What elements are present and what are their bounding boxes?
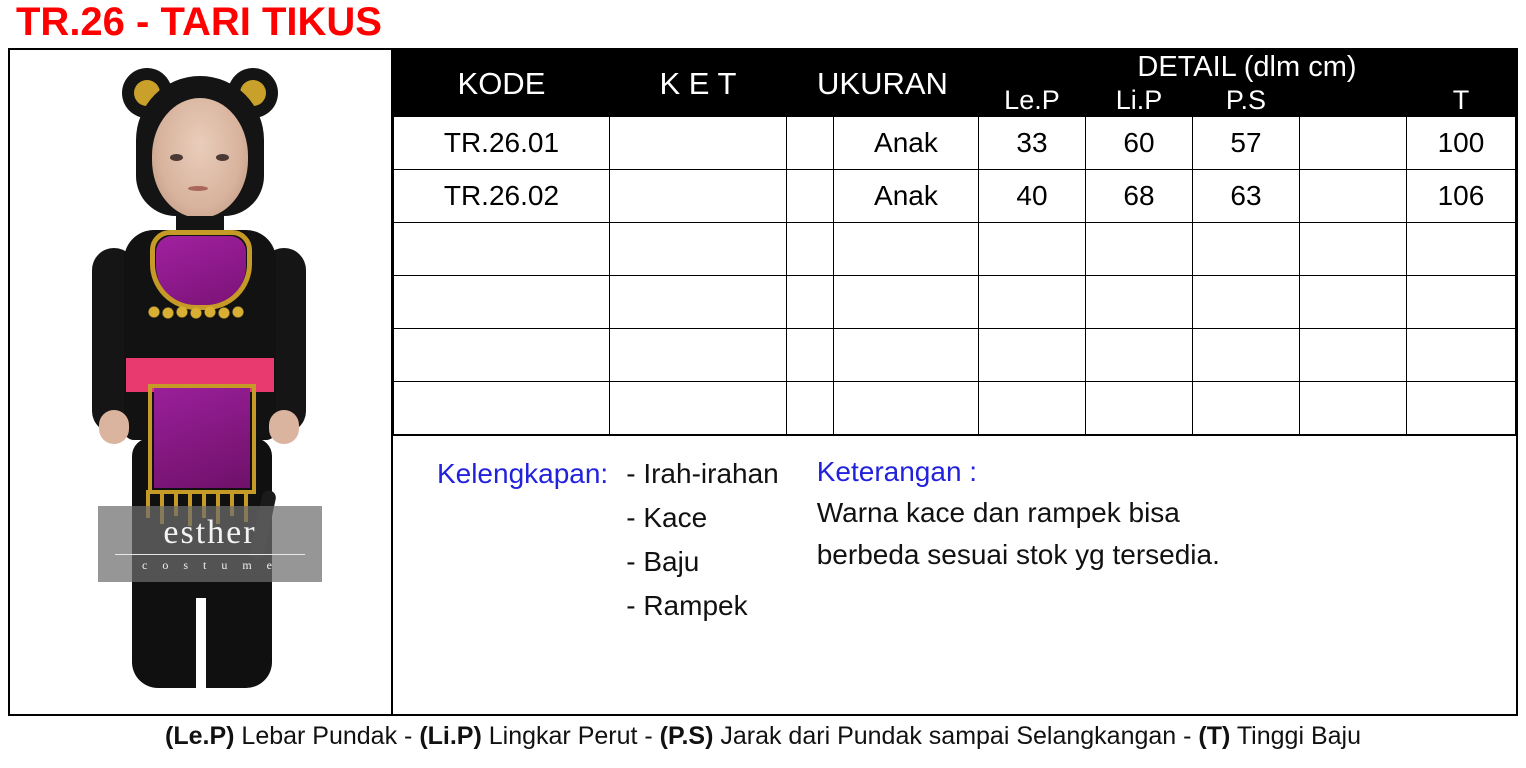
costume-photo xyxy=(10,50,393,714)
header-ukuran: UKURAN xyxy=(786,51,978,117)
cell-ps: 63 xyxy=(1192,170,1299,223)
header-lip: Li.P xyxy=(1085,85,1192,117)
cell-t xyxy=(1406,382,1515,435)
watermark xyxy=(98,506,322,582)
cell-ukuran xyxy=(833,276,978,329)
table-header-row-1 xyxy=(393,51,1515,85)
table-row xyxy=(393,329,1515,382)
eye-right xyxy=(216,154,229,161)
cell-ukuran-a xyxy=(786,223,833,276)
list-item: - Irah-irahan xyxy=(626,458,779,489)
cell-ukuran xyxy=(833,223,978,276)
watermark-brand: esther xyxy=(163,514,257,551)
cell-ket xyxy=(609,329,786,382)
keterangan-label: Keterangan : xyxy=(816,456,978,487)
cell-ukuran: Anak xyxy=(833,117,978,170)
table-head xyxy=(393,51,1515,117)
table-row xyxy=(393,170,1515,223)
cell-lip xyxy=(1085,382,1192,435)
cell-ukuran-a xyxy=(786,117,833,170)
cell-ukuran: Anak xyxy=(833,170,978,223)
cell-blank xyxy=(1299,329,1406,382)
legend-abbr: (P.S) xyxy=(659,722,714,750)
cell-kode xyxy=(393,223,609,276)
cell-kode: TR.26.01 xyxy=(393,117,609,170)
header-blank xyxy=(1299,85,1406,117)
legend-item xyxy=(1198,722,1361,750)
cell-ps xyxy=(1192,382,1299,435)
legend-text: Lingkar Perut - xyxy=(481,722,660,750)
legend-abbr: (Li.P) xyxy=(419,722,482,750)
cell-t xyxy=(1406,223,1515,276)
cell-blank xyxy=(1299,382,1406,435)
header-kode: KODE xyxy=(393,51,609,117)
legend-text: Jarak dari Pundak sampai Selangkangan - xyxy=(713,722,1199,750)
hand-left xyxy=(99,410,129,444)
cell-lip xyxy=(1085,223,1192,276)
cell-t: 100 xyxy=(1406,117,1515,170)
cell-lip xyxy=(1085,276,1192,329)
legend-text: Lebar Pundak - xyxy=(234,722,420,750)
cell-ket xyxy=(609,117,786,170)
cell-ps xyxy=(1192,276,1299,329)
cell-ps xyxy=(1192,223,1299,276)
hand-right xyxy=(269,410,299,444)
cell-blank xyxy=(1299,170,1406,223)
cell-lep: 40 xyxy=(978,170,1085,223)
cell-ukuran xyxy=(833,329,978,382)
cell-ket xyxy=(609,382,786,435)
cell-kode xyxy=(393,276,609,329)
list-item: - Baju xyxy=(626,546,700,577)
kelengkapan-label: Kelengkapan: xyxy=(436,458,609,489)
mouth xyxy=(188,186,208,191)
mannequin-head xyxy=(152,98,248,218)
spec-table xyxy=(393,50,1516,435)
cell-lep xyxy=(978,329,1085,382)
cell-lep xyxy=(978,223,1085,276)
spec-frame xyxy=(8,48,1518,716)
table-row xyxy=(393,382,1515,435)
legend-item xyxy=(165,722,419,750)
header-detail: DETAIL (dlm cm) xyxy=(978,51,1515,85)
cell-lip: 68 xyxy=(1085,170,1192,223)
costume-illustration xyxy=(70,58,330,708)
cell-ukuran-a xyxy=(786,382,833,435)
cell-ukuran-a xyxy=(786,170,833,223)
legend-item xyxy=(660,722,1199,750)
watermark-rule xyxy=(115,554,305,555)
table-row xyxy=(393,276,1515,329)
cell-blank xyxy=(1299,223,1406,276)
cell-ps xyxy=(1192,329,1299,382)
legend-text: Tinggi Baju xyxy=(1230,722,1361,750)
cell-ket xyxy=(609,276,786,329)
legend-abbr: (T) xyxy=(1198,722,1231,750)
cell-ukuran-a xyxy=(786,276,833,329)
cell-blank xyxy=(1299,276,1406,329)
cell-lep: 33 xyxy=(978,117,1085,170)
kelengkapan-items xyxy=(626,452,779,714)
cell-ket xyxy=(609,223,786,276)
legend-abbr: (Le.P) xyxy=(165,722,235,750)
footer-legend xyxy=(0,722,1526,751)
legend-item xyxy=(419,722,659,750)
page-title: TR.26 - TARI TIKUS xyxy=(16,0,382,44)
cell-kode xyxy=(393,329,609,382)
cell-ukuran xyxy=(833,382,978,435)
cell-lip xyxy=(1085,329,1192,382)
cell-t xyxy=(1406,276,1515,329)
rampek-border xyxy=(148,384,256,494)
eye-left xyxy=(170,154,183,161)
keterangan-block xyxy=(817,452,1220,714)
list-item: - Rampek xyxy=(626,590,748,621)
header-ket: K E T xyxy=(609,51,786,117)
table-body xyxy=(393,117,1515,435)
cell-ps: 57 xyxy=(1192,117,1299,170)
table-row xyxy=(393,223,1515,276)
spec-table-panel xyxy=(393,50,1516,714)
cell-kode xyxy=(393,382,609,435)
cell-lep xyxy=(978,382,1085,435)
cell-lep xyxy=(978,276,1085,329)
keterangan-line: berbeda sesuai stok yg tersedia. xyxy=(816,539,1220,570)
cell-lip: 60 xyxy=(1085,117,1192,170)
cell-t xyxy=(1406,329,1515,382)
watermark-subtitle: c o s t u m e xyxy=(142,558,278,572)
cell-blank xyxy=(1299,117,1406,170)
notes-area xyxy=(393,435,1516,714)
kace-coins xyxy=(148,306,254,320)
keterangan-line: Warna kace dan rampek bisa xyxy=(816,497,1180,528)
kace-border xyxy=(150,230,252,310)
header-lep: Le.P xyxy=(978,85,1085,117)
table-row xyxy=(393,117,1515,170)
cell-t: 106 xyxy=(1406,170,1515,223)
header-t: T xyxy=(1406,85,1515,117)
list-item: - Kace xyxy=(626,502,708,533)
pants-gap xyxy=(196,598,206,690)
cell-ket xyxy=(609,170,786,223)
header-ps: P.S xyxy=(1192,85,1299,117)
cell-kode: TR.26.02 xyxy=(393,170,609,223)
cell-ukuran-a xyxy=(786,329,833,382)
